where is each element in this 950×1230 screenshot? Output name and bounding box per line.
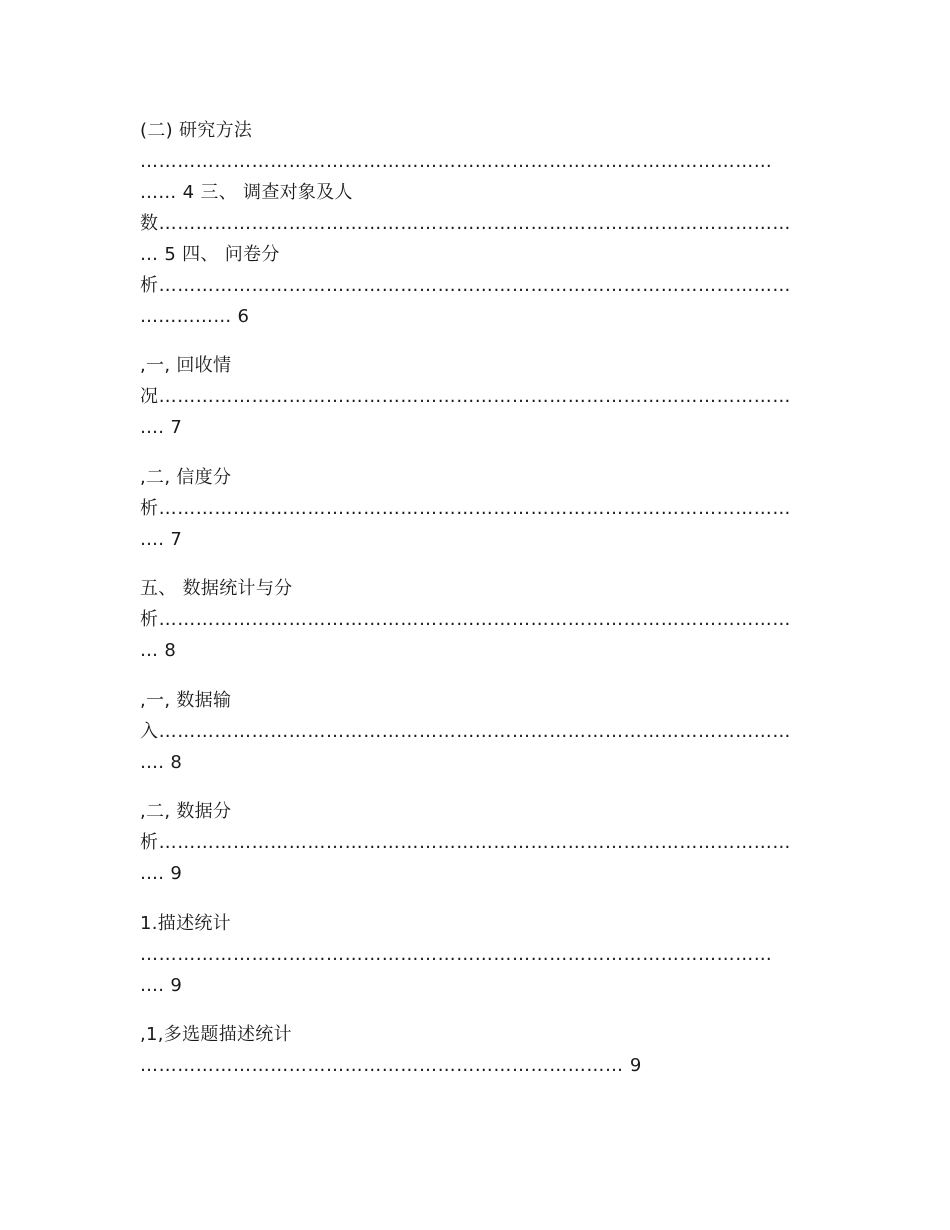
toc-leader-dots: ………………………………………………………………………………………… bbox=[140, 944, 773, 965]
toc-page-number: …. 9 bbox=[140, 863, 183, 884]
toc-leader-dots-with-page: …………………………………………………………………… 9 bbox=[140, 1055, 642, 1076]
toc-leader-dots: ………………………………………………………………………………………… bbox=[140, 151, 773, 172]
toc-leader-dots: 数………………………………………………………………………………………… bbox=[140, 213, 791, 234]
toc-entry-multi-choice-stats: ,1,多选题描述统计 bbox=[140, 1024, 292, 1045]
toc-page-number: …. 9 bbox=[140, 975, 183, 996]
toc-entry-reliability: ,二, 信度分 bbox=[140, 467, 232, 488]
toc-leader-dots: 况………………………………………………………………………………………… bbox=[140, 386, 791, 407]
toc-leader-dots: 析………………………………………………………………………………………… bbox=[140, 609, 791, 630]
toc-entry-questionnaire-analysis: … 5 四、 问卷分 bbox=[140, 244, 280, 265]
toc-leader-dots: 析………………………………………………………………………………………… bbox=[140, 498, 791, 519]
toc-page-number: …. 7 bbox=[140, 529, 183, 550]
toc-leader-dots: 入………………………………………………………………………………………… bbox=[140, 721, 791, 742]
toc-entry-data-analysis: ,二, 数据分 bbox=[140, 801, 232, 822]
toc-leader-dots: 析………………………………………………………………………………………… bbox=[140, 275, 791, 296]
toc-entry-descriptive-stats: 1.描述统计 bbox=[140, 913, 231, 934]
toc-page-number: …. 7 bbox=[140, 417, 183, 438]
toc-entry-survey-subjects: …… 4 三、 调查对象及人 bbox=[140, 182, 353, 203]
toc-leader-dots: 析………………………………………………………………………………………… bbox=[140, 832, 791, 853]
toc-page-number: … 8 bbox=[140, 640, 177, 661]
toc-page-number: …. 8 bbox=[140, 752, 183, 773]
toc-entry-data-statistics: 五、 数据统计与分 bbox=[140, 578, 293, 599]
toc-entry-recovery: ,一, 回收情 bbox=[140, 355, 232, 376]
toc-page-number: …………… 6 bbox=[140, 306, 250, 327]
toc-heading-research-methods: (二) 研究方法 bbox=[140, 120, 253, 141]
toc-entry-data-input: ,一, 数据输 bbox=[140, 690, 232, 711]
